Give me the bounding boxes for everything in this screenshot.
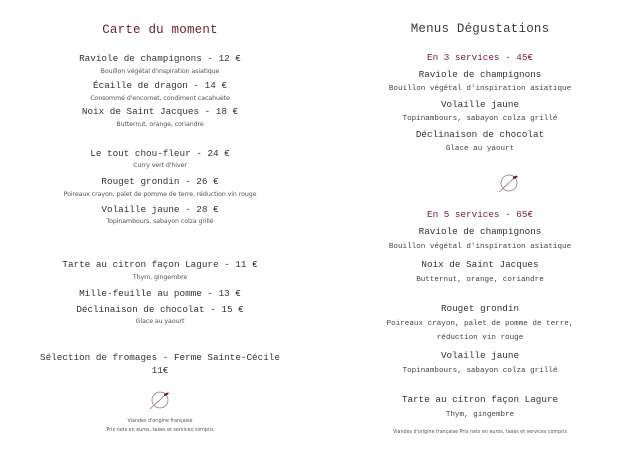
dish-name: Raviole de champignons - 12 € [79,53,241,64]
page-title: Carte du moment [102,23,218,37]
course-description: Butternut, orange, coriandre [416,276,544,284]
course-description: Glace au yaourt [445,145,515,153]
footer-note: Viandes d'origine française Prix nets en euros, taxes et services compris [393,430,567,435]
dish-name: Tarte au citron façon Lagure - 11 € [62,259,258,270]
dish-description: Consommé d'encornet, condiment cacahuète [90,95,230,102]
course-description: Poireaux crayon, palet de pomme de terre, [386,320,574,328]
course-description: Bouillon végétal d'inspiration asiatique [388,243,572,251]
menu-5-heading: En 5 services - 65€ [426,209,533,220]
dish-name: Volaille jaune - 28 € [101,204,219,215]
cheese-price: 11€ [151,365,169,376]
dish-name: Le tout chou-fleur - 24 € [90,148,230,159]
dish-description: Glace au yaourt [135,318,185,325]
course-description: Thym, gingembre [445,411,515,419]
menu-3-heading: En 3 services - 45€ [426,52,533,63]
course-name: Volaille jaune [440,350,520,361]
dish-description: Bouillon végétal d'inspiration asiatique [100,68,220,75]
dish-name: Mille-feuille au pomme - 13 € [79,288,241,299]
footer-price-note: Prix nets en euros, taxes et services compris [106,428,214,433]
dish-description: Butternut, orange, coriandre [116,121,204,128]
course-description: Topinambours, sabayon colza grillé [402,115,558,123]
course-description-continued: réduction vin rouge [436,334,524,342]
cheese-selection: Sélection de fromages - Ferme Sainte-Cécile [40,352,280,363]
dish-description: Curry vert d'hiver [133,162,187,169]
course-name: Raviole de champignons [418,226,542,237]
dish-name: Noix de Saint Jacques - 18 € [81,106,239,117]
course-name: Tarte au citron façon Lagure [401,394,559,405]
course-description: Bouillon végétal d'inspiration asiatique [388,85,572,93]
dish-description: Poireaux crayon, palet de pomme de terre, réduction vin rouge [63,191,257,198]
course-description: Topinambours, sabayon colza grillé [402,367,558,375]
dish-description: Thym, gingembre [132,274,188,281]
menus-degustations-page [320,0,640,453]
course-name: Noix de Saint Jacques [421,259,539,270]
dish-description: Topinambours, sabayon colza grillé [106,218,214,225]
course-name: Raviole de champignons [418,69,542,80]
quill-circle-logo-icon [496,172,522,194]
course-name: Rouget grondin [440,303,520,314]
quill-circle-logo-icon [147,389,173,411]
course-name: Volaille jaune [440,99,520,110]
dish-name: Écaille de dragon - 14 € [93,80,227,91]
page-title: Menus Dégustations [410,22,550,36]
dish-name: Rouget grondin - 26 € [101,176,219,187]
dish-name: Déclinaison de chocolat - 15 € [76,304,244,315]
footer-origin-note: Viandes d'origine française [127,419,193,424]
course-name: Déclinaison de chocolat [415,129,545,140]
